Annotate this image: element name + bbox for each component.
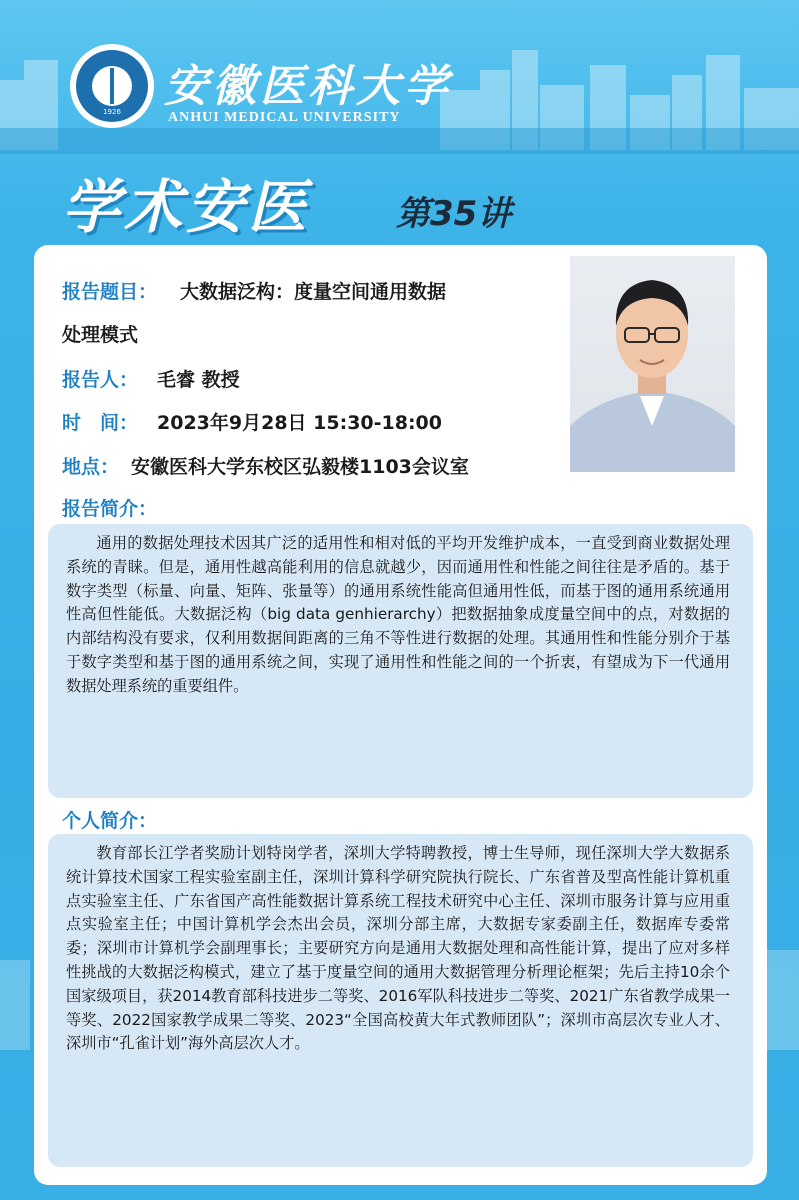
- place-value: 安徽医科大学东校区弘毅楼1103会议室: [131, 456, 469, 478]
- topic-label: 报告题目：: [62, 281, 158, 303]
- series-title: 学术安医: [62, 173, 311, 241]
- university-name-cn: 安徽医科大学: [164, 61, 452, 112]
- abstract-heading: 报告简介：: [62, 498, 158, 520]
- logo-year: 1926: [103, 108, 121, 116]
- speaker-label: 报告人：: [62, 369, 139, 391]
- abstract-text: 通用的数据处理技术因其广泛的适用性和相对低的平均开发维护成本，一直受到商业数据处理系统的青睐。但是，通用性越高能利用的信息就越少，因而通用性和性能之间往往是矛盾的。基于数字类型（标量、向量、矩阵、张量等）的通用系统性能高但通用性低，而基于图的通用系统通用性高但性能低。大数据泛构（big data genhierarchy）把数据抽象成度量空间中的点，对数据的内部结构没有要求，仅利用数据间距离的三角不等性进行数据的处理。其通用性和性能分别介于基于数字类型和基于图的通用系统之间，实现了通用性和性能之间的一个折衷，有望成为下一代通用数据处理系统的重要组件。: [66, 534, 730, 695]
- header-band: [0, 128, 799, 154]
- bio-heading: 个人简介：: [62, 810, 158, 832]
- bio-text: 教育部长江学者奖励计划特岗学者，深圳大学特聘教授，博士生导师，现任深圳大学大数据系统计算技术国家工程实验室副主任，深圳计算科学研究院执行院长、广东省普及型高性能计算机重点实验室主任、广东省国产高性能数据计算系统工程技术研究中心主任、深圳市服务计算与应用重点实验室主任；中国计算机学会杰出会员，深圳分部主席，大数据专家委副主任，数据库专委常委；深圳市计算机学会副理事长；主要研究方向是通用大数据处理和高性能计算，提出了应对多样性挑战的大数据泛构模式，建立了基于度量空间的通用大数据管理分析理论框架；先后主持10余个国家级项目，获2014教育部科技进步二等奖、2016军队科技进步二等奖、2021广东省教学成果一等奖、2022国家教学成果二等奖、2023“全国高校黄大年式教师团队”；深圳市高层次专业人才、深圳市“孔雀计划”海外高层次人才。: [66, 844, 730, 1053]
- place-label: 地点：: [62, 456, 120, 478]
- university-name-en: ANHUI MEDICAL UNIVERSITY: [168, 110, 401, 125]
- university-logo: [70, 44, 154, 128]
- time-value: 2023年9月28日 15:30-18:00: [157, 412, 443, 434]
- topic-value-line2: 处理模式: [62, 324, 139, 346]
- time-label: 时 间：: [62, 412, 139, 434]
- speaker-portrait-icon: [570, 256, 735, 472]
- speaker-photo: [570, 256, 735, 472]
- staff-icon: [110, 68, 114, 104]
- speaker-value: 毛睿 教授: [157, 369, 240, 391]
- topic-value-line1: 大数据泛构：度量空间通用数据: [180, 281, 447, 303]
- episode-number: 第35讲: [396, 194, 512, 234]
